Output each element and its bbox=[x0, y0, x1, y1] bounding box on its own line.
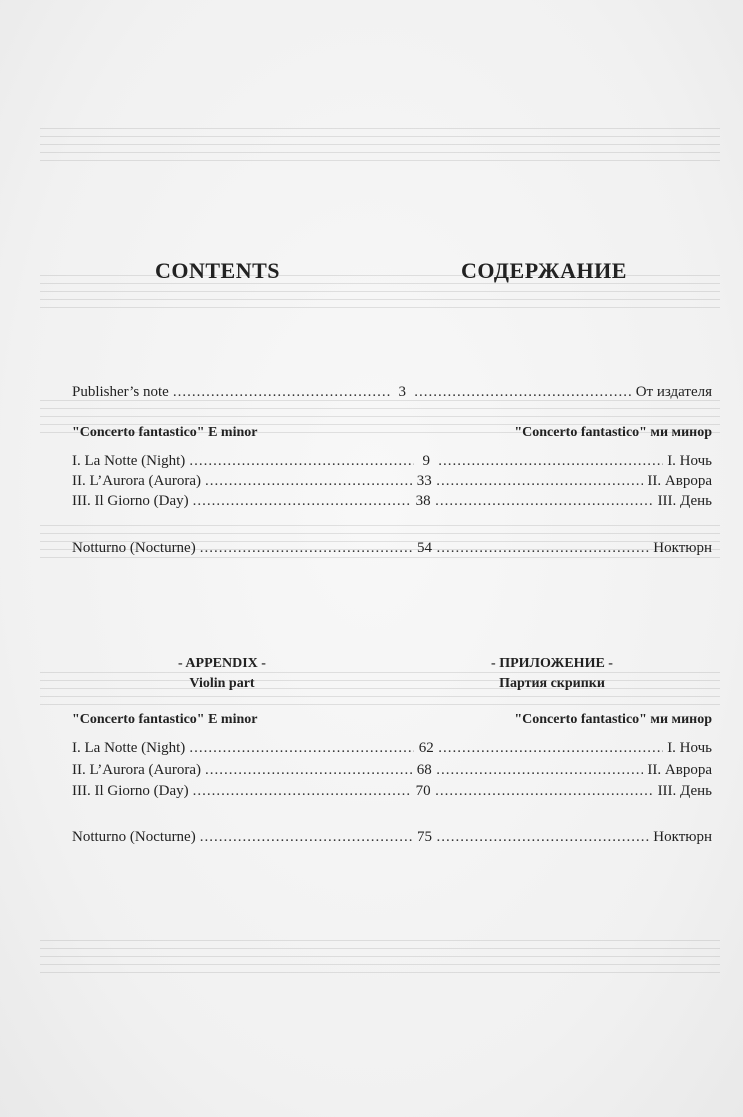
toc-entry-title-en: III. Il Giorno (Day) bbox=[72, 493, 189, 509]
leader-dots bbox=[436, 473, 643, 490]
leader-dots bbox=[414, 384, 631, 401]
toc-entry-title-ru: II. Аврора bbox=[647, 762, 712, 778]
toc-entry-title-en: Notturno (Nocturne) bbox=[72, 540, 196, 556]
toc-entry-publisher[interactable] bbox=[72, 384, 712, 406]
leader-dots bbox=[193, 493, 411, 510]
toc-entry-movement-3[interactable] bbox=[72, 493, 712, 515]
contents-heading-en: CONTENTS bbox=[155, 258, 281, 283]
leader-dots bbox=[173, 384, 390, 401]
appendix-entry-movement-3[interactable] bbox=[72, 783, 712, 805]
appendix-concerto-header-en: "Concerto fantastico" E minor bbox=[72, 712, 258, 727]
toc-page-number: 3 bbox=[398, 384, 406, 400]
leader-dots bbox=[200, 540, 413, 557]
leader-dots bbox=[437, 540, 650, 557]
toc-entry-title-ru: II. Аврора bbox=[647, 473, 712, 489]
toc-entry-movement-2[interactable] bbox=[72, 473, 712, 495]
toc-page-number: 38 bbox=[415, 493, 431, 509]
leader-dots bbox=[437, 829, 650, 846]
appendix-entry-movement-1[interactable] bbox=[72, 740, 712, 762]
leader-dots bbox=[438, 453, 663, 470]
toc-entry-title-en: I. La Notte (Night) bbox=[72, 453, 186, 469]
appendix-heading-ru: - ПРИЛОЖЕНИЕ - bbox=[491, 656, 613, 671]
background-staff bbox=[40, 940, 720, 980]
leader-dots bbox=[200, 829, 413, 846]
toc-page-number: 62 bbox=[418, 740, 434, 756]
toc-entry-title-ru: Ноктюрн bbox=[653, 540, 712, 556]
toc-page-number: 75 bbox=[417, 829, 432, 845]
appendix-entry-notturno[interactable] bbox=[72, 829, 712, 851]
toc-page-number: 68 bbox=[416, 762, 432, 778]
toc-entry-title-en: II. L’Aurora (Aurora) bbox=[72, 762, 201, 778]
appendix-heading-en: - APPENDIX - bbox=[178, 656, 266, 671]
leader-dots bbox=[435, 493, 653, 510]
concerto-header-en: "Concerto fantastico" E minor bbox=[72, 425, 258, 440]
toc-entry-title-en: I. La Notte (Night) bbox=[72, 740, 186, 756]
leader-dots bbox=[436, 762, 643, 779]
toc-entry-title-ru: От издателя bbox=[635, 384, 713, 400]
toc-entry-title-ru: I. Ночь bbox=[667, 453, 713, 469]
appendix-entry-movement-2[interactable] bbox=[72, 762, 712, 784]
toc-entry-movement-1[interactable] bbox=[72, 453, 712, 475]
contents-heading-ru: СОДЕРЖАНИЕ bbox=[461, 258, 627, 283]
leader-dots bbox=[193, 783, 411, 800]
toc-entry-title-ru: I. Ночь bbox=[667, 740, 713, 756]
leader-dots bbox=[438, 740, 663, 757]
toc-page-number: 9 bbox=[422, 453, 430, 469]
appendix-title-ru bbox=[437, 654, 667, 694]
toc-entry-title-ru: III. День bbox=[657, 783, 712, 799]
toc-entry-title-ru: III. День bbox=[657, 493, 712, 509]
toc-entry-title-ru: Ноктюрн bbox=[653, 829, 712, 845]
background-staff bbox=[40, 128, 720, 168]
appendix-subtitle-en: Violin part bbox=[189, 676, 255, 691]
toc-entry-title-en: II. L’Aurora (Aurora) bbox=[72, 473, 201, 489]
leader-dots bbox=[205, 473, 412, 490]
toc-page-number: 33 bbox=[416, 473, 432, 489]
leader-dots bbox=[189, 453, 414, 470]
appendix-concerto-header-ru: "Concerto fantastico" ми минор bbox=[514, 712, 712, 727]
toc-entry-title-en: Notturno (Nocturne) bbox=[72, 829, 196, 845]
toc-entry-title-en: III. Il Giorno (Day) bbox=[72, 783, 189, 799]
leader-dots bbox=[435, 783, 653, 800]
leader-dots bbox=[205, 762, 412, 779]
concerto-header-ru: "Concerto fantastico" ми минор bbox=[514, 425, 712, 440]
toc-page-number: 70 bbox=[415, 783, 431, 799]
appendix-subtitle-ru: Партия скрипки bbox=[499, 676, 605, 691]
toc-page-number: 54 bbox=[417, 540, 432, 556]
appendix-title-en bbox=[107, 654, 337, 694]
leader-dots bbox=[189, 740, 414, 757]
toc-entry-notturno[interactable] bbox=[72, 540, 712, 562]
toc-entry-title-en: Publisher’s note bbox=[72, 384, 169, 400]
